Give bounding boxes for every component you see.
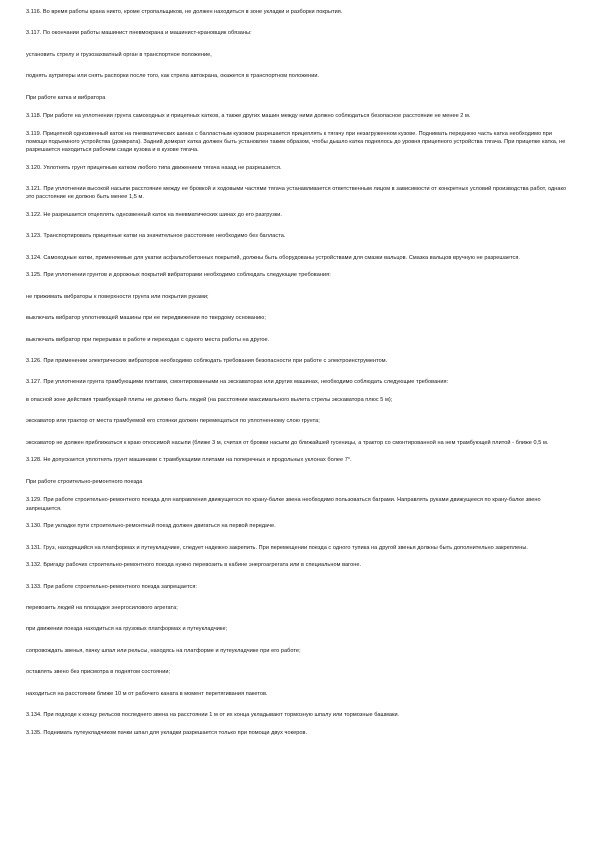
paragraph: 3.125. При уплотнении грунтов и дорожных покрытий вибраторами необходимо соблюдать следующие требования: xyxy=(26,272,331,279)
paragraph: находиться на расстоянии ближе 10 м от рабочего каната в момент перетягивания пакетов. xyxy=(26,690,268,697)
paragraph: 3.134. При подходе к концу рельсов последнего звена на расстоянии 1 м от их конца укладывают тормозную шпалу или тормозные башмаки. xyxy=(26,711,400,718)
paragraph: 3.117. По окончании работы машинист пневмокрана и машинист-крановщик обязаны: xyxy=(26,30,252,37)
paragraph: выключать вибратор уплотняющей машины при ее передвижении по твердому основанию; xyxy=(26,315,266,322)
paragraph: 3.122. Не разрешается отцеплять однозвенный каток на пневматических шинах до его разгрузки. xyxy=(26,212,283,219)
paragraph: 3.123. Транспортировать прицепные катки на значительное расстояние необходимо без балласта. xyxy=(26,233,286,240)
paragraph: 3.127. При уплотнении грунта трамбующими плитами, смонтированными на экскаваторах или других машинах, необходимо соблюдать следующие требования: xyxy=(26,379,449,386)
paragraph: при движении поезда находиться на грузовых платформах и путеукладчике; xyxy=(26,626,228,633)
paragraph: перевозить людей на площадке энергосилового агрегата; xyxy=(26,605,178,611)
paragraph: оставлять звено без присмотра в поднятом состоянии; xyxy=(26,669,171,676)
paragraph: экскаватор не должен приближаться к краю откосимой насыпи (ближе 3 м, считая от бровки насыпи до ближайшей гусеницы, а трактор со смонтированной на нем трамбующей плитой - ближе 0,5 м. xyxy=(26,439,549,446)
paragraph: экскаватор или трактор от места трамбуемой его стоянки должен перемещаться по уплотненному слою грунта; xyxy=(26,418,320,425)
paragraph: установить стрелу и грузозахватный орган в транспортное положение, xyxy=(26,51,212,58)
paragraph: 3.116. Во время работы крана никто, кроме стропальщиков, не должен находиться в зоне укладки и разборки покрытия. xyxy=(26,9,343,15)
paragraph: поднять аутригеры или снять распорки после того, как стрела автокрана, окажется в транспортном положении. xyxy=(26,73,320,80)
document-body xyxy=(26,8,571,750)
section-heading: При работе катка и вибратора xyxy=(26,94,106,101)
paragraph: не прижимать вибраторы к поверхности грунта или покрытия руками; xyxy=(26,293,209,300)
paragraph: 3.128. Не допускается уплотнять грунт машинами с трамбующими плитами на поперечных и продольных уклонах более 7°. xyxy=(26,457,352,464)
paragraph: выключать вибратор при перерывах в работе и переходах с одного места работы на другое. xyxy=(26,336,270,343)
paragraph: 3.121. При уплотнении высокой насыпи расстояние между ее бровкой и ходовыми частями тягача устанавливается ответственным лицом в зависимости от конкретных условий производства работ, однако это расстояние не должно быть менее 1,5 м. xyxy=(26,186,567,201)
paragraph: 3.120. Уплотнять грунт прицепным катком любого типа движением тягача назад не разрешается. xyxy=(26,164,282,171)
paragraph: 3.118. При работе на уплотнении грунта самоходных и прицепных катков, а также других машин между ними должно соблюдаться безопасное расстояние не менее 2 м. xyxy=(26,113,471,120)
paragraph: 3.129. При работе строительно-ремонтного поезда для направления движущегося по крану-балке звена необходимо пользоваться баграми. Направлять руками движущееся по крану-балке звено запрещается. xyxy=(26,497,541,512)
paragraph: 3.135. Поднимать путеукладчиком пачки шпал для укладки разрешается только при помощи двух чокеров. xyxy=(26,729,308,736)
paragraph: 3.132. Бригаду рабочих строительно-ремонтного поезда нужно перевозить в кабине энергоагрегата или в специальном вагоне. xyxy=(26,562,362,569)
paragraph: 3.131. Груз, находящийся на платформах и путеукладчике, следует надежно закрепить. При перемещении поезда с одного тупика на другой звенья должны быть дополнительно закреплены. xyxy=(26,544,529,551)
paragraph: 3.119. Прицепной однозвенный каток на пневматических шинах с балластным кузовом разрешается прицеплять к тягачу при незагруженном кузове. Поднимать переднюю часть катка необходимо при помощи подъемного устройства (домкрата). Задний домкрат катка должен быть установлен таким образом, чтобы дышло катка поднялось до уровня прицепного устройства тягача. При прицепке катка, не разрешается находиться рабочим сзади кузова и в кузове тягача. xyxy=(26,130,566,154)
paragraph: в опасной зоне действия трамбующей плиты не должно быть людей (на расстоянии максимального вылета стрелы экскаватора плюс 5 м); xyxy=(26,396,393,403)
paragraph: 3.126. При применении электрических вибраторов необходимо соблюдать требования безопасности при работе с электроинструментом. xyxy=(26,357,388,364)
paragraph: 3.124. Самоходные катки, применяемые для укатки асфальтобетонных покрытий, должны быть оборудованы устройствами для смазки вальцов. Смазка вальцов вручную не разрешается. xyxy=(26,254,521,261)
paragraph: сопровождать звенья, пачку шпал или рельсы, находясь на платформе и путеукладчике при его работе; xyxy=(26,647,301,654)
section-heading: При работе строительно-ремонтного поезда xyxy=(26,478,143,485)
paragraph: 3.130. При укладке пути строительно-ремонтный поезд должен двигаться на первой передаче. xyxy=(26,523,276,530)
paragraph: 3.133. При работе строительно-ремонтного поезда запрещается: xyxy=(26,583,198,590)
